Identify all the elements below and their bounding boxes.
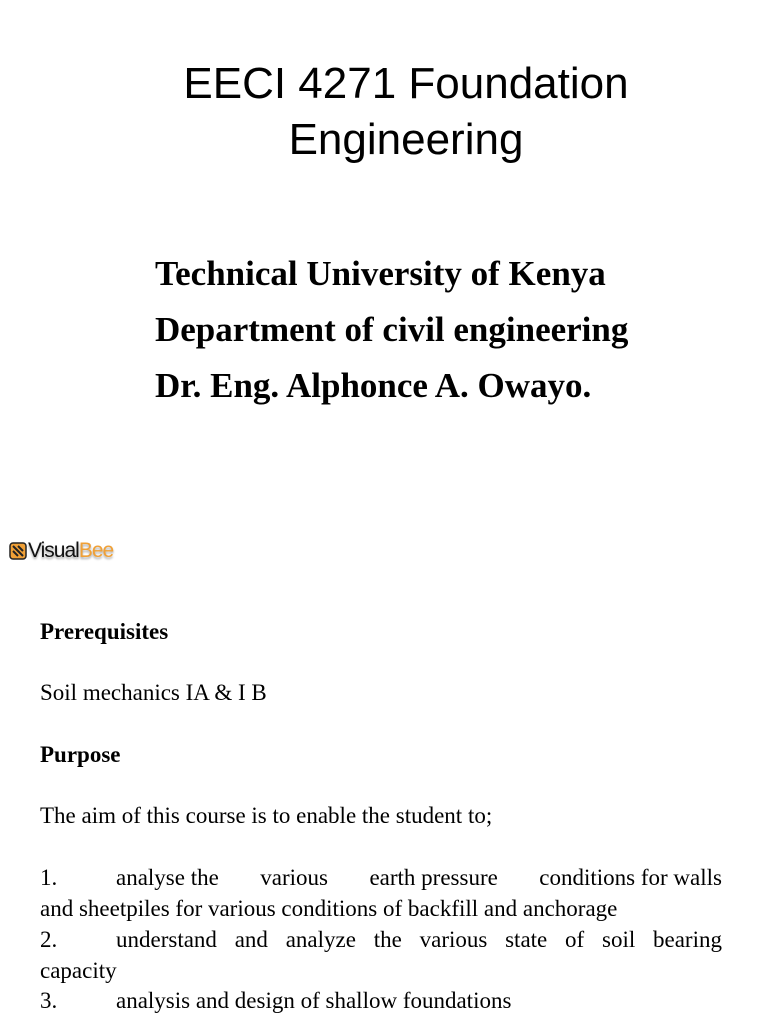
lecturer-name: Dr. Eng. Alphonce A. Owayo. <box>155 366 592 405</box>
list-item-continuation: and sheetpiles for various conditions of backfill and anchorage <box>40 896 618 921</box>
university-name: Technical University of Kenya <box>155 254 606 293</box>
slide-subtitle <box>155 246 628 414</box>
department-name: Department of civil engineering <box>155 310 629 349</box>
list-item-text: understand and analyze the various state of soil bearing <box>116 927 722 952</box>
prerequisites-heading: Prerequisites <box>40 619 169 644</box>
purpose-intro: The aim of this course is to enable the student to; <box>40 803 493 828</box>
list-item-continuation: capacity <box>40 958 117 983</box>
list-item <box>40 862 722 924</box>
list-item <box>40 985 722 1016</box>
list-item-text: analysis and design of shallow foundations <box>116 988 512 1013</box>
list-item-number: 2. <box>40 927 58 952</box>
list-item-number: 1. <box>40 865 58 890</box>
list-item-text: analyse the various earth pressure conditions for walls <box>116 865 722 890</box>
visualbee-logo-text: VisualBee <box>28 539 114 562</box>
visualbee-watermark <box>9 538 113 564</box>
title-line-1: EECI 4271 Foundation <box>183 59 629 108</box>
slide-title <box>0 56 768 168</box>
visualbee-logo-icon <box>9 542 27 560</box>
list-item-number: 3. <box>40 988 58 1013</box>
prerequisites-text: Soil mechanics IA & I B <box>40 680 267 705</box>
list-item <box>40 924 722 986</box>
purpose-heading: Purpose <box>40 742 121 767</box>
title-line-2: Engineering <box>288 115 524 164</box>
